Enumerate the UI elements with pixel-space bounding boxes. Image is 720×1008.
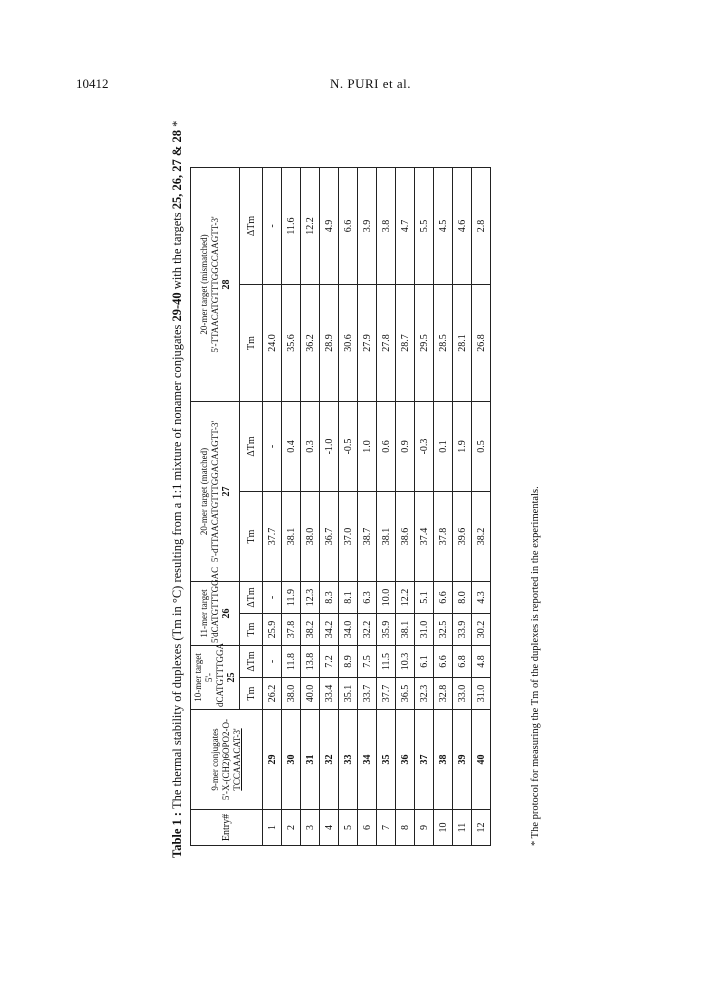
value-cell: 38.0: [282, 678, 301, 710]
entry-cell: 7: [377, 810, 396, 846]
value-cell: 1.0: [358, 402, 377, 492]
value-cell: 3.9: [358, 168, 377, 285]
col-target-26: [191, 566, 240, 646]
value-cell: 8.1: [339, 582, 358, 614]
value-cell: 5.1: [415, 582, 434, 614]
tm-header: Tm: [240, 614, 263, 646]
value-cell: 31.0: [415, 614, 434, 646]
value-cell: 38.0: [301, 492, 320, 582]
table-row: [472, 168, 491, 846]
value-cell: 0.4: [282, 402, 301, 492]
value-cell: 6.1: [415, 646, 434, 678]
t28-line-1: 20-mer target (mismatched): [198, 234, 209, 335]
col-entry: Entry#: [191, 810, 263, 846]
entry-cell: 4: [320, 810, 339, 846]
value-cell: 38.1: [377, 492, 396, 582]
value-cell: 38.7: [358, 492, 377, 582]
value-cell: 37.8: [282, 614, 301, 646]
value-cell: 35.1: [339, 678, 358, 710]
value-cell: 36.7: [320, 492, 339, 582]
t26-line-1: 11-mer target: [198, 589, 209, 638]
value-cell: 6.6: [339, 168, 358, 285]
conjugate-cell: 29: [263, 710, 282, 810]
rotated-table-region: [170, 120, 550, 868]
entry-cell: 11: [453, 810, 472, 846]
conjugate-cell: 35: [377, 710, 396, 810]
caption-targets: 25, 26, 27 & 28: [170, 130, 184, 210]
value-cell: 4.3: [472, 582, 491, 614]
value-cell: 0.1: [434, 402, 453, 492]
t28-number: 28: [220, 279, 232, 290]
value-cell: 28.7: [396, 285, 415, 402]
col-target-28: [191, 168, 240, 402]
entry-cell: 2: [282, 810, 301, 846]
tm-header: Tm: [240, 492, 263, 582]
entry-cell: 8: [396, 810, 415, 846]
value-cell: 12.2: [301, 168, 320, 285]
conj-line-3: TCCAAACAT-3': [232, 728, 242, 791]
value-cell: 4.5: [434, 168, 453, 285]
value-cell: 0.6: [377, 402, 396, 492]
table-row: [396, 168, 415, 846]
conj-line-1: 9-mer conjugates: [210, 728, 220, 791]
value-cell: 30.2: [472, 614, 491, 646]
value-cell: 2.8: [472, 168, 491, 285]
value-cell: 38.1: [282, 492, 301, 582]
value-cell: 8.9: [339, 646, 358, 678]
value-cell: 38.2: [472, 492, 491, 582]
value-cell: 33.7: [358, 678, 377, 710]
dtm-header: ΔTm: [240, 582, 263, 614]
value-cell: 37.0: [339, 492, 358, 582]
value-cell: 28.1: [453, 285, 472, 402]
value-cell: 35.9: [377, 614, 396, 646]
value-cell: 36.2: [301, 285, 320, 402]
footnote: * The protocol for measuring the Tm of the duplexes is reported in the experimentals.: [530, 486, 541, 846]
value-cell: 36.5: [396, 678, 415, 710]
value-cell: 4.7: [396, 168, 415, 285]
value-cell: 33.4: [320, 678, 339, 710]
value-cell: 11.9: [282, 582, 301, 614]
value-cell: 27.8: [377, 285, 396, 402]
value-cell: 38.1: [396, 614, 415, 646]
value-cell: 6.6: [434, 582, 453, 614]
value-cell: 5.5: [415, 168, 434, 285]
value-cell: 6.8: [453, 646, 472, 678]
value-cell: 37.7: [377, 678, 396, 710]
caption-text2: with the targets: [170, 212, 184, 290]
t28-line-2: 5'-TTAACATGTTTGGCCAAGTT-3': [209, 216, 220, 353]
value-cell: 4.8: [472, 646, 491, 678]
value-cell: 33.9: [453, 614, 472, 646]
col-target-25: [191, 643, 240, 710]
value-cell: 4.9: [320, 168, 339, 285]
page-number: 10412: [76, 76, 109, 91]
col-conjugates: [191, 710, 263, 810]
value-cell: -1.0: [320, 402, 339, 492]
value-cell: -: [263, 646, 282, 678]
value-cell: 39.6: [453, 492, 472, 582]
t25-line-2: 5'-dCATGTTTGGA: [204, 643, 225, 707]
conjugate-cell: 33: [339, 710, 358, 810]
conjugate-cell: 36: [396, 710, 415, 810]
value-cell: -: [263, 168, 282, 285]
value-cell: 1.9: [453, 402, 472, 492]
t25-number: 25: [226, 672, 237, 683]
value-cell: 26.2: [263, 678, 282, 710]
t27-number: 27: [220, 486, 232, 497]
table-row: [415, 168, 434, 846]
table-label: Table 1 :: [170, 811, 184, 858]
value-cell: 12.2: [396, 582, 415, 614]
value-cell: -: [263, 582, 282, 614]
dtm-header: ΔTm: [240, 402, 263, 492]
value-cell: 6.6: [434, 646, 453, 678]
value-cell: 8.3: [320, 582, 339, 614]
page-header: [0, 76, 720, 96]
entry-cell: 10: [434, 810, 453, 846]
value-cell: -: [263, 402, 282, 492]
table-row: [301, 168, 320, 846]
value-cell: 37.7: [263, 492, 282, 582]
value-cell: 37.4: [415, 492, 434, 582]
value-cell: 24.0: [263, 285, 282, 402]
value-cell: 31.0: [472, 678, 491, 710]
value-cell: -0.5: [339, 402, 358, 492]
thermal-stability-table: [190, 167, 491, 846]
col-target-27: [191, 402, 240, 582]
value-cell: 32.2: [358, 614, 377, 646]
value-cell: 10.3: [396, 646, 415, 678]
caption-star: *: [170, 120, 184, 127]
value-cell: 28.5: [434, 285, 453, 402]
value-cell: 32.5: [434, 614, 453, 646]
value-cell: 13.8: [301, 646, 320, 678]
value-cell: 27.9: [358, 285, 377, 402]
value-cell: 34.0: [339, 614, 358, 646]
entry-cell: 5: [339, 810, 358, 846]
t26-number: 26: [220, 608, 232, 619]
value-cell: 25.9: [263, 614, 282, 646]
value-cell: 0.5: [472, 402, 491, 492]
table-row: [263, 168, 282, 846]
conjugate-cell: 30: [282, 710, 301, 810]
table-row: [320, 168, 339, 846]
t26-line-2: 5'dCATGTTTGGAC: [209, 566, 220, 643]
t27-line-1: 20-mer target (matched): [198, 447, 209, 536]
conjugate-cell: 32: [320, 710, 339, 810]
tm-header: Tm: [240, 678, 263, 710]
table-row: [434, 168, 453, 846]
rotated-content: [170, 120, 550, 868]
dtm-header: ΔTm: [240, 168, 263, 285]
value-cell: 10.0: [377, 582, 396, 614]
value-cell: 4.6: [453, 168, 472, 285]
value-cell: 7.5: [358, 646, 377, 678]
table-row: [358, 168, 377, 846]
value-cell: 11.8: [282, 646, 301, 678]
conj-line-2: 5'-X-(CH2)6OPO2-O-: [221, 718, 231, 801]
value-cell: 26.8: [472, 285, 491, 402]
value-cell: 37.8: [434, 492, 453, 582]
entry-cell: 12: [472, 810, 491, 846]
caption-text: The thermal stability of duplexes (Tm in °C) resulting from a 1:1 mixture of nonamer conjugates: [170, 324, 184, 810]
conjugate-cell: 31: [301, 710, 320, 810]
value-cell: 6.3: [358, 582, 377, 614]
value-cell: 33.0: [453, 678, 472, 710]
entry-cell: 1: [263, 810, 282, 846]
value-cell: 0.9: [396, 402, 415, 492]
t27-line-2: 5'-dTTAACATGTTTGGACAAGTT-3': [209, 420, 220, 563]
table-row: [282, 168, 301, 846]
conjugate-cell: 39: [453, 710, 472, 810]
value-cell: 28.9: [320, 285, 339, 402]
conjugate-cell: 38: [434, 710, 453, 810]
dtm-header: ΔTm: [240, 646, 263, 678]
value-cell: -0.3: [415, 402, 434, 492]
value-cell: 0.3: [301, 402, 320, 492]
entry-cell: 6: [358, 810, 377, 846]
conjugate-cell: 37: [415, 710, 434, 810]
value-cell: 30.6: [339, 285, 358, 402]
t25-line-1: 10-mer target: [193, 653, 203, 702]
running-head: N. PURI et al.: [330, 76, 412, 91]
value-cell: 7.2: [320, 646, 339, 678]
value-cell: 11.6: [282, 168, 301, 285]
table-row: [453, 168, 472, 846]
table-row: [377, 168, 396, 846]
value-cell: 35.6: [282, 285, 301, 402]
value-cell: 40.0: [301, 678, 320, 710]
value-cell: 11.5: [377, 646, 396, 678]
value-cell: 12.3: [301, 582, 320, 614]
value-cell: 29.5: [415, 285, 434, 402]
value-cell: 8.0: [453, 582, 472, 614]
conjugate-cell: 34: [358, 710, 377, 810]
table-caption: [170, 121, 185, 858]
caption-conjugates: 29-40: [170, 292, 184, 322]
entry-cell: 3: [301, 810, 320, 846]
value-cell: 38.6: [396, 492, 415, 582]
table-body: [263, 168, 491, 846]
value-cell: 32.3: [415, 678, 434, 710]
entry-cell: 9: [415, 810, 434, 846]
value-cell: 32.8: [434, 678, 453, 710]
value-cell: 34.2: [320, 614, 339, 646]
value-cell: 38.2: [301, 614, 320, 646]
conjugate-cell: 40: [472, 710, 491, 810]
value-cell: 3.8: [377, 168, 396, 285]
table-row: [339, 168, 358, 846]
header-row: [191, 168, 240, 846]
tm-header: Tm: [240, 285, 263, 402]
